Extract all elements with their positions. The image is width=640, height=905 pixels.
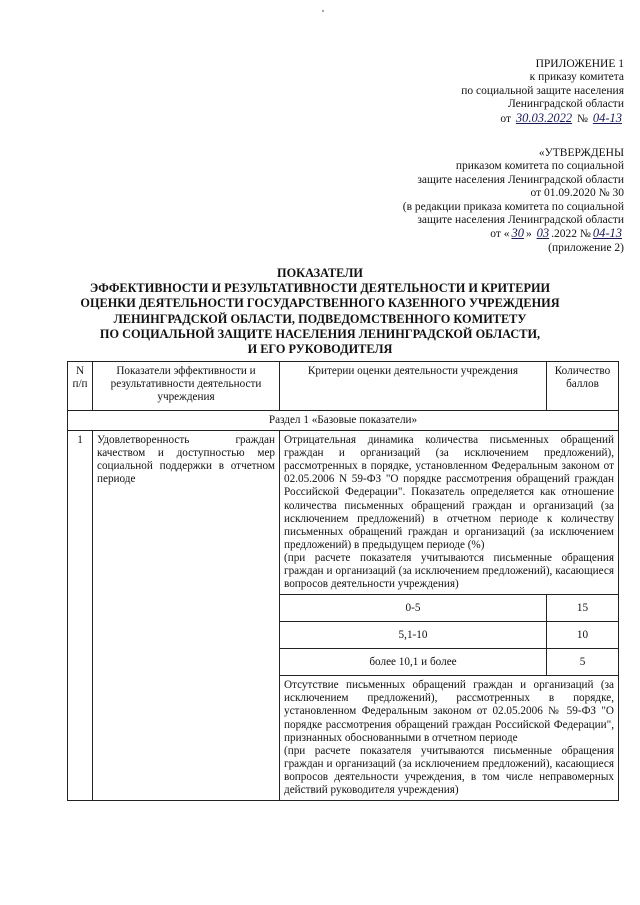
section-row — [68, 411, 619, 431]
appendix-num-handwritten: 04-13 — [592, 110, 622, 125]
appendix-date-line — [461, 112, 624, 126]
points-cell: 5 — [547, 649, 619, 676]
table-header-row — [68, 362, 619, 411]
row-num: 1 — [68, 431, 93, 801]
appendix-date-prefix: от — [500, 112, 511, 125]
table-row — [68, 431, 619, 595]
scan-dot — [322, 10, 324, 12]
points-cell: 15 — [547, 595, 619, 622]
approved-date-prefix: от « — [490, 228, 510, 241]
title-line3: ОЦЕНКИ ДЕЯТЕЛЬНОСТИ ГОСУДАРСТВЕННОГО КАЗЕННОГО УЧРЕЖДЕНИЯ — [80, 296, 560, 311]
criterion-1-note: (при расчете показателя учитываются письменные обращения граждан и организаций (за исключением предложений), касающиеся вопросов деятельности учреждения) — [284, 551, 614, 591]
title-line5: ПО СОЦИАЛЬНОЙ ЗАЩИТЕ НАСЕЛЕНИЯ ЛЕНИНГРАДСКОЙ ОБЛАСТИ, — [99, 326, 541, 341]
header-num: N п/п — [68, 362, 93, 411]
header-indicators: Показатели эффективности и результативности деятельности учреждения — [93, 362, 280, 411]
criterion-2-text: Отсутствие письменных обращений граждан и организаций (за исключением предложений), рассмотренных в порядке, установленном Федеральным законом от 02.05.2006 № 59-ФЗ "О порядке рассмотрения обращений граждан Российской Федерации", признанных обоснованными в отчетном периоде — [284, 679, 614, 744]
header-points: Количество баллов — [547, 362, 619, 411]
title-line2: ЭФФЕКТИВНОСТИ И РЕЗУЛЬТАТИВНОСТИ ДЕЯТЕЛЬНОСТИ И КРИТЕРИИ — [89, 281, 551, 296]
criterion-2 — [280, 676, 619, 801]
approved-block — [403, 147, 624, 255]
appendix-date-handwritten: 30.03.2022 — [515, 110, 573, 125]
approved-year: .2022 № — [551, 228, 591, 241]
section-1-title: Раздел 1 «Базовые показатели» — [68, 411, 619, 431]
row-indicator: Удовлетворенность граждан качеством и доступностью мер социальной поддержки в отчетном периоде — [93, 431, 280, 801]
appendix-line3: по социальной защите населения — [461, 84, 624, 97]
appendix-line4: Ленинградской области — [507, 98, 624, 111]
range-cell: 0-5 — [280, 595, 547, 622]
range-cell: более 10,1 и более — [280, 649, 547, 676]
appendix-line1: ПРИЛОЖЕНИЕ 1 — [535, 58, 624, 70]
title-line4: ЛЕНИНГРАДСКОЙ ОБЛАСТИ, ПОДВЕДОМСТВЕННОГО КОМИТЕТУ — [113, 311, 527, 326]
approved-day-handwritten: 30 — [511, 226, 524, 241]
criterion-1 — [280, 431, 619, 595]
criterion-1-text: Отрицательная динамика количества письменных обращений граждан и организаций (за исключением предложений), рассмотренных в порядке, установленном Федеральным законом от 02.05.2006 N 59-ФЗ "О порядке рассмотрения обращений граждан Российской Федерации". Показатель определяется как отношение количества письменных обращений граждан и организаций (за исключением предложений) в отчетном периоде к количеству письменных обращений граждан и организаций (за исключением предложений) в предыдущем периоде (%) — [284, 434, 614, 551]
points-cell: 10 — [547, 622, 619, 649]
approved-sep: » — [525, 228, 532, 241]
title-line1: ПОКАЗАТЕЛИ — [277, 266, 363, 280]
indicators-table — [67, 361, 619, 801]
approved-line8: (приложение 2) — [548, 241, 624, 254]
appendix-header — [461, 58, 624, 126]
range-cell: 5,1-10 — [280, 622, 547, 649]
approved-month-handwritten: 03 — [536, 226, 550, 241]
approved-line4: от 01.09.2020 № 30 — [530, 187, 624, 200]
approved-line5: (в редакции приказа комитета по социальной — [402, 200, 624, 213]
criterion-2-note: (при расчете показателя учитываются письменные обращения граждан и организаций (за исключением предложений), касающиеся вопросов деятельности учреждения, в том числе неправомерных действий руководителя учреждения) — [284, 744, 614, 796]
approved-num-handwritten: 04-13 — [592, 226, 622, 241]
approved-line1: «УТВЕРЖДЕНЫ — [538, 147, 624, 159]
approved-line2: приказом комитета по социальной — [455, 160, 624, 173]
title-line6: И ЕГО РУКОВОДИТЕЛЯ — [247, 342, 393, 357]
approved-line3: защите населения Ленинградской области — [417, 173, 624, 186]
approved-line6: защите населения Ленинградской области — [417, 214, 624, 227]
header-criteria: Критерии оценки деятельности учреждения — [280, 362, 547, 411]
approved-date-line — [403, 227, 624, 241]
appendix-line2: к приказу комитета — [529, 71, 624, 84]
document-title — [60, 266, 580, 357]
appendix-num-prefix: № — [576, 112, 588, 125]
